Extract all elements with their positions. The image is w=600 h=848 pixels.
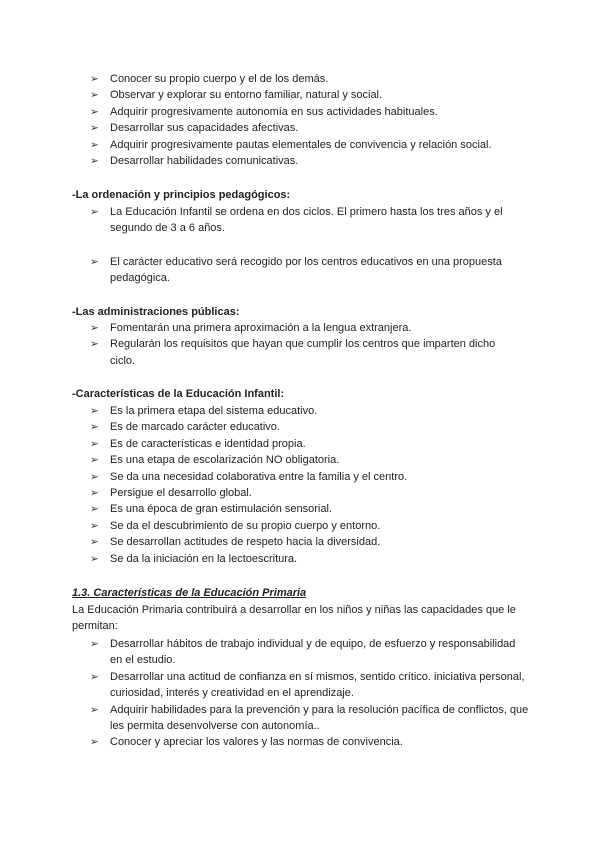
list-item — [90, 436, 530, 452]
list-item-text: Es una época de gran estimulación sensorial. — [110, 503, 332, 516]
list-item — [90, 534, 530, 550]
list-item — [90, 485, 530, 501]
section-heading-primaria: 1.3. Características de la Educación Primaria — [72, 587, 307, 599]
primaria-intro-paragraph: La Educación Primaria contribuirá a desarrollar en los niños y niñas las capacidades que le permitan: — [72, 604, 516, 633]
arrow-bullet-icon: ➢ — [90, 470, 99, 483]
list-item — [90, 104, 530, 120]
list-item — [90, 320, 522, 336]
ordenacion-list — [90, 204, 530, 237]
list-item — [90, 518, 530, 534]
list-item — [90, 254, 530, 287]
list-item-text: Es una etapa de escolarización NO obligatoria. — [110, 454, 340, 467]
section-heading-administraciones: -Las administraciones públicas: — [72, 306, 240, 318]
ordenacion-list-2 — [90, 254, 530, 287]
arrow-bullet-icon: ➢ — [90, 736, 99, 749]
list-item-text: Conocer su propio cuerpo y el de los demás. — [110, 73, 329, 85]
list-item-text: Adquirir progresivamente pautas elementales de convivencia y relación social. — [110, 138, 492, 151]
list-item-text: Adquirir progresivamente autonomía en sus actividades habituales. — [110, 105, 438, 118]
list-item-text: Desarrollar hábitos de trabajo individual y de equipo, de esfuerzo y responsabilidad en el estudio. — [110, 638, 516, 667]
arrow-bullet-icon: ➢ — [90, 703, 99, 716]
list-item-text: Desarrollar una actitud de confianza en sí mismos, sentido crítico. iniciativa personal, curiosidad, interés y creatividad en el aprendizaje. — [110, 670, 525, 700]
list-item-text: Se da el descubrimiento de su propio cuerpo y entorno. — [110, 519, 381, 532]
arrow-bullet-icon: ➢ — [90, 536, 99, 549]
arrow-bullet-icon: ➢ — [90, 519, 99, 532]
list-item-text: Se desarrollan actitudes de respeto hacia la diversidad. — [110, 536, 381, 549]
list-item-text: Desarrollar habilidades comunicativas. — [110, 155, 299, 168]
arrow-bullet-icon: ➢ — [90, 122, 99, 135]
intro-list — [90, 71, 530, 169]
list-item-text: Persigue el desarrollo global. — [110, 487, 252, 500]
list-item-text: Es de características e identidad propia. — [110, 437, 306, 450]
arrow-bullet-icon: ➢ — [90, 73, 99, 85]
list-item — [90, 452, 530, 468]
arrow-bullet-icon: ➢ — [90, 256, 99, 268]
section-heading-caracteristicas-infantil: -Características de la Educación Infantil: — [72, 388, 285, 400]
arrow-bullet-icon: ➢ — [90, 421, 99, 434]
list-item-text: Adquirir habilidades para la prevención y para la resolución pacífica de conflictos, que les permita desenvolverse con autonomía.. — [110, 703, 529, 733]
list-item — [90, 153, 530, 169]
arrow-bullet-icon: ➢ — [90, 437, 99, 450]
list-item-text: Conocer y apreciar los valores y las normas de convivencia. — [110, 736, 403, 749]
arrow-bullet-icon: ➢ — [90, 552, 99, 565]
section-heading-ordenacion: -La ordenación y principios pedagógicos: — [72, 189, 291, 201]
list-item — [90, 204, 530, 237]
arrow-bullet-icon: ➢ — [90, 503, 99, 516]
arrow-bullet-icon: ➢ — [90, 338, 99, 351]
list-item — [90, 137, 530, 153]
list-item-text: Es de marcado carácter educativo. — [110, 421, 280, 434]
list-item-text: Observar y explorar su entorno familiar, natural y social. — [110, 89, 383, 102]
list-item — [90, 669, 530, 702]
arrow-bullet-icon: ➢ — [90, 638, 99, 650]
arrow-bullet-icon: ➢ — [90, 454, 99, 467]
list-item — [90, 87, 530, 103]
caracteristicas-infantil-list — [90, 403, 530, 567]
list-item — [90, 734, 530, 750]
arrow-bullet-icon: ➢ — [90, 670, 99, 683]
arrow-bullet-icon: ➢ — [90, 105, 99, 118]
arrow-bullet-icon: ➢ — [90, 138, 99, 151]
list-item — [90, 636, 530, 669]
list-item — [90, 419, 530, 435]
list-item-text: Se da la iniciación en la lectoescritura. — [110, 552, 298, 565]
arrow-bullet-icon: ➢ — [90, 405, 99, 417]
list-item — [90, 469, 530, 485]
arrow-bullet-icon: ➢ — [90, 322, 99, 334]
arrow-bullet-icon: ➢ — [90, 155, 99, 168]
arrow-bullet-icon: ➢ — [90, 487, 99, 500]
list-item — [90, 403, 530, 419]
list-item-text: El carácter educativo será recogido por los centros educativos en una propuesta pedagógica. — [110, 256, 502, 285]
list-item-text: Es la primera etapa del sistema educativo. — [110, 405, 318, 417]
list-item — [90, 336, 522, 369]
list-item-text: Se da una necesidad colaborativa entre la familia y el centro. — [110, 470, 408, 483]
list-item — [90, 501, 530, 517]
list-item — [90, 702, 530, 735]
list-item-text: Desarrollar sus capacidades afectivas. — [110, 122, 299, 135]
list-item-text: La Educación Infantil se ordena en dos ciclos. El primero hasta los tres años y el segundo de 3 a 6 años. — [110, 206, 503, 235]
arrow-bullet-icon: ➢ — [90, 206, 99, 218]
list-item — [90, 551, 530, 567]
list-item-text: Regularán los requisitos que hayan que cumplir los centros que imparten dicho ciclo. — [110, 338, 496, 367]
administraciones-list — [90, 320, 522, 369]
primaria-list — [90, 636, 530, 751]
list-item — [90, 120, 530, 136]
arrow-bullet-icon: ➢ — [90, 89, 99, 102]
list-item-text: Fomentarán una primera aproximación a la lengua extranjera. — [110, 322, 412, 334]
list-item — [90, 71, 530, 87]
